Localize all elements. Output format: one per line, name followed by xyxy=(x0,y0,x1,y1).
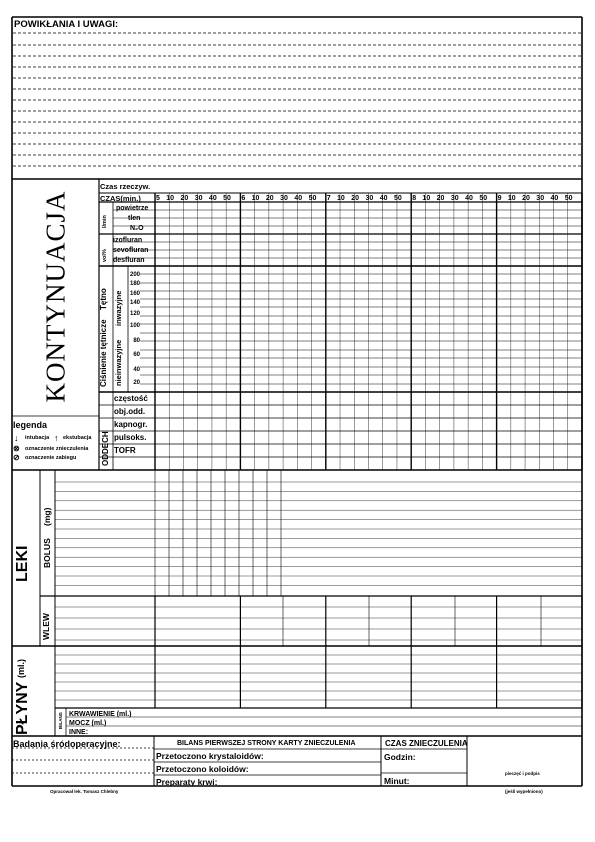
crystalloids-label: Przetoczono krystaloidów: xyxy=(156,751,264,761)
minute-label: 20 xyxy=(265,195,274,202)
minute-label: 20 xyxy=(522,195,530,202)
intraop-tests-label: Badania śródoperacyjne: xyxy=(13,739,121,749)
minute-label: 20 xyxy=(351,195,360,202)
infusion-label: WLEW xyxy=(41,613,51,640)
breathing-row-label: TOFR xyxy=(114,446,136,455)
procedure-mark-icon: ⊘ xyxy=(13,453,20,462)
continuation-title: KONTYNUACJA xyxy=(40,190,71,403)
gas-n2o-label: N₂O xyxy=(130,225,144,232)
minute-label: 30 xyxy=(450,195,459,202)
hours-label: Godzin: xyxy=(384,752,416,762)
minute-label: 10 xyxy=(251,195,260,202)
scale-label: 140 xyxy=(129,300,140,306)
vol-unit-label: vol% xyxy=(102,249,108,262)
continuation-title-wrap xyxy=(12,182,99,416)
breathing-row-label: obj.odd. xyxy=(114,407,146,416)
bolus-unit-label: (mg) xyxy=(42,507,52,526)
hour-label: 5 xyxy=(156,195,160,202)
invasive-label: inwazyjne xyxy=(114,290,123,326)
author-label: Opracował lek. Tomasz Chlebny xyxy=(50,789,119,794)
balance-side-label: BILANS xyxy=(58,712,63,729)
scale-label: 40 xyxy=(133,367,140,373)
scale-label: 180 xyxy=(129,281,140,287)
legend-extubation: ekstubacja xyxy=(63,435,92,441)
minute-label: 10 xyxy=(337,195,345,202)
minute-label: 10 xyxy=(507,195,516,202)
minute-label: 40 xyxy=(550,195,559,202)
hour-label: 7 xyxy=(326,195,331,202)
gas-des-label: desfluran xyxy=(113,257,145,264)
fluids-title: PŁYNY xyxy=(14,681,31,735)
minute-label: 50 xyxy=(308,195,317,202)
minute-label: 40 xyxy=(208,195,217,202)
scale-label: 120 xyxy=(129,311,140,317)
noninvasive-label: nieinwazyjne xyxy=(114,339,123,386)
scale-label: 80 xyxy=(133,338,140,344)
breathing-label: ODDECH xyxy=(101,431,110,466)
minute-label: 30 xyxy=(536,195,545,202)
pressure-label: Ciśnienie tętnicze xyxy=(99,319,108,387)
remarks-area[interactable] xyxy=(12,32,582,176)
real-time-label: Czas rzeczyw. xyxy=(100,182,151,191)
gas-tlen-label: tlen xyxy=(128,215,141,222)
legend-anesthesia: oznaczenie znieczulenia xyxy=(25,446,89,452)
scale-label: 60 xyxy=(133,352,140,358)
minute-label: 50 xyxy=(479,195,488,202)
pulse-label: Tętno xyxy=(99,288,108,310)
flow-unit-label: l/min xyxy=(102,215,108,228)
anesthesia-mark-icon: ⊗ xyxy=(13,444,20,453)
arrow-up-icon: ↑ xyxy=(54,433,59,443)
scale-label: 100 xyxy=(129,323,140,329)
intraop-tests-field[interactable] xyxy=(12,750,154,786)
breathing-row-label: kapnogr. xyxy=(114,420,148,429)
other-label: INNE: xyxy=(69,729,89,736)
breathing-row-label: pulsoks. xyxy=(114,433,147,442)
minute-label: 40 xyxy=(294,195,303,202)
minute-label: 10 xyxy=(422,195,431,202)
gas-sevo-label: sevofluran xyxy=(113,247,149,254)
minute-label: 20 xyxy=(436,195,445,202)
legend-procedure: oznaczenie zabiegu xyxy=(25,455,77,461)
arrow-down-icon: ↓ xyxy=(14,433,19,443)
minute-label: 50 xyxy=(223,195,231,202)
minute-label: 50 xyxy=(564,195,573,202)
blood-products-label: Preparaty krwi: xyxy=(156,777,218,787)
hour-label: 6 xyxy=(241,195,246,202)
time-min-label: CZAS(min.) xyxy=(100,194,141,203)
minute-label: 30 xyxy=(365,195,374,202)
legend-title: legenda xyxy=(13,420,48,430)
stamp-label: pieczęć i podpis xyxy=(505,771,540,776)
hour-label: 8 xyxy=(412,195,417,202)
legend-intubation: intubacja xyxy=(25,435,50,441)
minute-label: 30 xyxy=(280,195,288,202)
hour-label: 9 xyxy=(497,195,502,202)
balance-title: BILANS PIERWSZEJ STRONY KARTY ZNIECZULENIA xyxy=(177,740,356,747)
minute-label: 40 xyxy=(465,195,473,202)
minutes-label: Minut: xyxy=(384,776,410,786)
drugs-title: LEKI xyxy=(14,545,31,582)
blood-loss-label: KRWAWIENIE (ml.) xyxy=(69,711,132,718)
minute-label: 10 xyxy=(166,195,175,202)
minute-label: 40 xyxy=(379,195,388,202)
fluids-unit: (ml.) xyxy=(16,659,26,678)
gas-oxygen-label: powietrze xyxy=(116,205,149,212)
gas-izo-label: izofluran xyxy=(113,237,143,244)
minute-label: 20 xyxy=(180,195,189,202)
minute-label: 50 xyxy=(393,195,402,202)
scale-label: 20 xyxy=(133,380,140,386)
anesthesia-time-title: CZAS ZNIECZULENIA xyxy=(385,739,468,748)
colloids-label: Przetoczono koloidów: xyxy=(156,764,249,774)
scale-label: 160 xyxy=(129,291,140,297)
scale-label: 200 xyxy=(129,272,140,278)
remarks-title: POWIKŁANIA I UWAGI: xyxy=(14,19,119,30)
breathing-row-label: częstość xyxy=(114,394,148,403)
minute-label: 30 xyxy=(194,195,203,202)
if-filled-label: (jeśli wypełniono) xyxy=(505,789,543,794)
bolus-label: BOLUS xyxy=(42,538,52,568)
urine-label: MOCZ (ml.) xyxy=(69,720,107,727)
